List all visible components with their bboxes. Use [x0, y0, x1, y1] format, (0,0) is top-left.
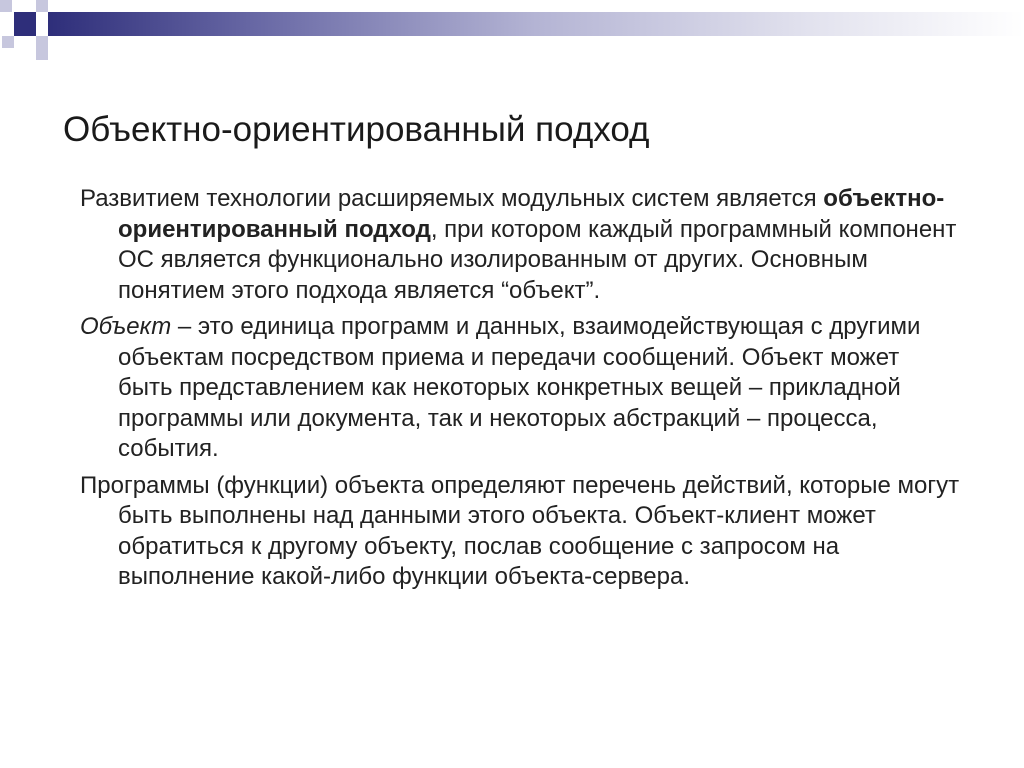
paragraph-text: Развитием технологии расширяемых модульных систем является [80, 185, 824, 212]
paragraph-2 [80, 312, 960, 465]
slide-body [80, 184, 960, 599]
paragraph-1 [80, 184, 960, 306]
decor-square [36, 0, 48, 12]
paragraph-3 [80, 471, 960, 593]
emphasis-italic: Объект [80, 313, 172, 340]
paragraph-text: – это единица программ и данных, взаимодействующая с другими объектам посредством приема и передачи сообщений. Объект может быть представлением как некоторых конкретных вещей – прикладной программы или документа, так и некоторых абстракций – процесса, события. [118, 313, 921, 462]
paragraph-text: Программы (функции) объекта определяют перечень действий, которые могут быть выполнены над данными этого объекта. Объект-клиент может обратиться к другому объекту, послав сообщение с запросом на выполнение какой-либо функции объекта-сервера. [80, 471, 960, 590]
decor-square [2, 36, 14, 48]
slide-title: Объектно-ориентированный подход [63, 110, 650, 149]
header-gradient-bar [48, 12, 1024, 36]
decor-square [0, 0, 12, 12]
paragraph-text: , при котором каждый программный компонент ОС является функционально изолированным от других. Основным понятием этого подхода является “объект”. [118, 215, 957, 304]
decor-square [36, 36, 48, 60]
decor-square [14, 12, 36, 36]
emphasis-bold: объектно-ориентированный подход [118, 185, 945, 243]
